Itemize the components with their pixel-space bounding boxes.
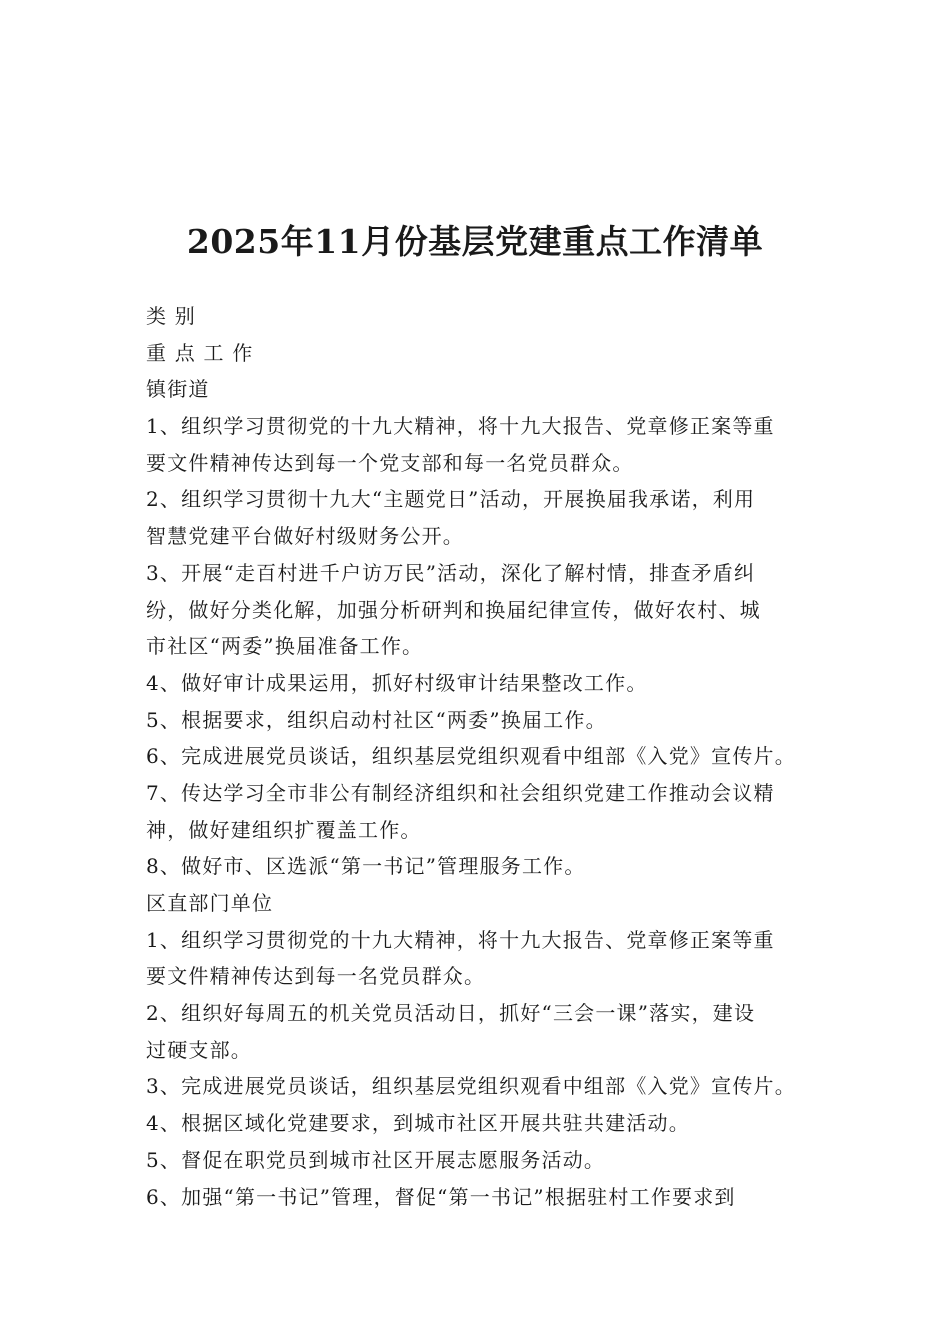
paragraph-line: 过硬支部。 <box>146 1037 252 1062</box>
paragraph-line: 神，做好建组织扩覆盖工作。 <box>146 817 422 842</box>
section-title-departments: 区直部门单位 <box>146 891 274 915</box>
paragraph-line: 8、做好市、区选派“第一书记”管理服务工作。 <box>146 854 586 879</box>
paragraph-line: 要文件精神传达到每一个党支部和每一名党员群众。 <box>146 450 634 475</box>
paragraph-line: 市社区“两委”换届准备工作。 <box>146 634 424 659</box>
paragraph-line: 2、组织好每周五的机关党员活动日，抓好“三会一课”落实，建设 <box>146 1001 756 1026</box>
paragraph-line: 4、根据区域化党建要求，到城市社区开展共驻共建活动。 <box>146 1111 690 1136</box>
paragraph-line: 6、加强“第一书记”管理，督促“第一书记”根据驻村工作要求到 <box>146 1184 736 1209</box>
paragraph-line: 5、根据要求，组织启动村社区“两委”换届工作。 <box>146 707 607 732</box>
paragraph-line: 7、传达学习全市非公有制经济组织和社会组织党建工作推动会议精 <box>146 780 775 805</box>
paragraph-line: 5、督促在职党员到城市社区开展志愿服务活动。 <box>146 1147 606 1172</box>
paragraph-line: 要文件精神传达到每一名党员群众。 <box>146 964 486 989</box>
paragraph-line: 4、做好审计成果运用，抓好村级审计结果整改工作。 <box>146 670 648 695</box>
document-title: 2025年11月份基层党建重点工作清单 <box>186 222 764 261</box>
header-category: 类 别 <box>146 304 196 328</box>
paragraph-line: 6、完成进展党员谈话，组织基层党组织观看中组部《入党》宣传片。 <box>146 744 796 769</box>
paragraph-line: 1、组织学习贯彻党的十九大精神，将十九大报告、党章修正案等重 <box>146 927 775 952</box>
paragraph-line: 3、完成进展党员谈话，组织基层党组织观看中组部《入党》宣传片。 <box>146 1074 796 1099</box>
section-title-town: 镇街道 <box>146 377 210 402</box>
paragraph-line: 2、组织学习贯彻十九大“主题党日”活动，开展换届我承诺，利用 <box>146 487 756 512</box>
header-work: 重 点 工 作 <box>146 340 254 365</box>
document-body <box>146 298 826 1215</box>
paragraph-line: 智慧党建平台做好村级财务公开。 <box>146 524 464 549</box>
paragraph-line: 纷，做好分类化解，加强分析研判和换届纪律宣传，做好农村、城 <box>146 597 761 622</box>
paragraph-line: 3、开展“走百村进千户访万民”活动，深化了解村情，排查矛盾纠 <box>146 560 756 585</box>
paragraph-line: 1、组织学习贯彻党的十九大精神，将十九大报告、党章修正案等重 <box>146 414 775 439</box>
